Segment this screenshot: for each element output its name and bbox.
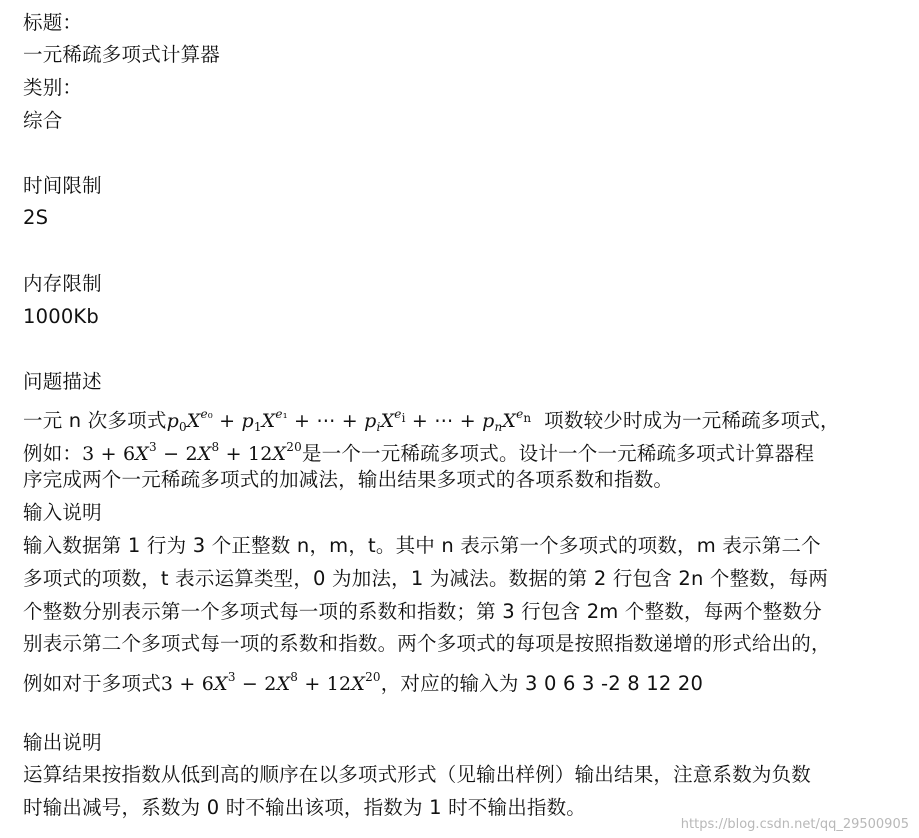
title-label: 标题： bbox=[23, 11, 83, 34]
title-value: 一元稀疏多项式计算器 bbox=[23, 43, 221, 66]
input-line-5-text-b: ，对应的输入为 3 0 6 3 -2 8 12 20 bbox=[380, 672, 704, 695]
time-limit-label: 时间限制 bbox=[23, 174, 102, 197]
input-line-5-text-a: 例如对于多项式 bbox=[23, 672, 161, 695]
output-line-2: 时输出减号，系数为 0 时不输出该项，指数为 1 时不输出指数。 bbox=[23, 796, 587, 819]
problem-line-1-text-a: 一元 n 次多项式 bbox=[23, 409, 167, 432]
problem-line-1-text-b: 项数较少时成为一元稀疏多项式， bbox=[544, 409, 840, 432]
input-heading: 输入说明 bbox=[23, 501, 102, 524]
input-line-4: 别表示第二个多项式每一项的系数和指数。两个多项式的每项是按照指数递增的形式给出的， bbox=[23, 632, 831, 655]
memory-limit-value: 1000Kb bbox=[23, 305, 99, 328]
polynomial-example-formula: $3 + 6X^3 - 2X^8 + 12X^{20}$ bbox=[82, 440, 302, 465]
input-line-3: 个整数分别表示第一个多项式每一项的系数和指数；第 3 行包含 2m 个整数，每两个整数分 bbox=[23, 600, 822, 623]
input-line-5 bbox=[23, 664, 703, 697]
category-value: 综合 bbox=[23, 109, 63, 132]
input-line-2: 多项式的项数，t 表示运算类型，0 为加法，1 为减法。数据的第 2 行包含 2n 个整数，每两 bbox=[23, 567, 829, 590]
problem-line-3: 序完成两个一元稀疏多项式的加减法，输出结果多项式的各项系数和指数。 bbox=[23, 468, 674, 491]
output-line-1: 运算结果按指数从低到高的顺序在以多项式形式（见输出样例）输出结果，注意系数为负数 bbox=[23, 763, 812, 786]
polynomial-general-formula: $p_0X^{e_0} + p_1X^{e_1}$ + ⋯ + $p_iX^{e_i}$ + ⋯ + $p_nX^{e_n}$ bbox=[166, 407, 532, 434]
problem-line-2-text-b: 是一个一元稀疏多项式。设计一个一元稀疏多项式计算器程 bbox=[301, 442, 815, 465]
output-heading: 输出说明 bbox=[23, 731, 102, 754]
watermark-url: https://blog.csdn.net/qq_29500905 bbox=[680, 817, 909, 832]
input-line-1: 输入数据第 1 行为 3 个正整数 n，m，t。其中 n 表示第一个多项式的项数，m 表示第二个 bbox=[23, 534, 821, 557]
problem-line-2 bbox=[23, 434, 814, 467]
category-label: 类别： bbox=[23, 76, 83, 99]
memory-limit-label: 内存限制 bbox=[23, 272, 102, 295]
time-limit-value: 2S bbox=[23, 206, 49, 229]
problem-line-2-text-a: 例如： bbox=[23, 442, 83, 465]
problem-heading: 问题描述 bbox=[23, 370, 102, 393]
polynomial-example-formula-2: $3 + 6X^3 - 2X^8 + 12X^{20}$ bbox=[160, 670, 381, 695]
